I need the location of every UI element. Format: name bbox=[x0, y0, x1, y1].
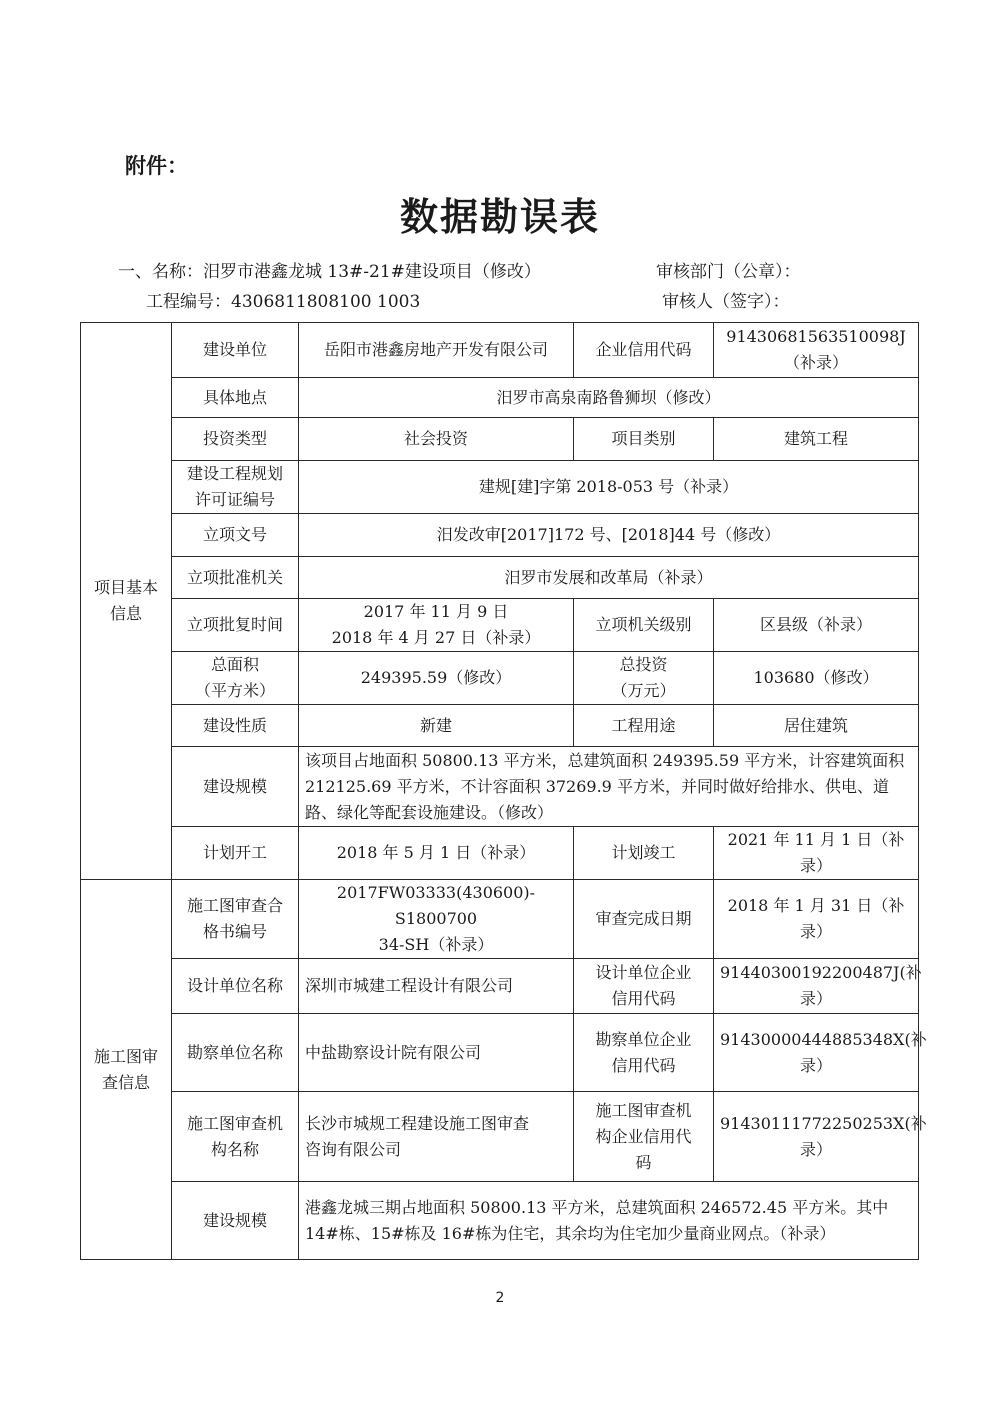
section-drawing-review: 施工图审 查信息 bbox=[81, 880, 172, 1260]
field-value: 91430111772250253X(补 录） bbox=[714, 1092, 919, 1182]
field-value: 2018 年 1 月 31 日（补录） bbox=[714, 880, 919, 959]
field-label: 投资类型 bbox=[172, 418, 299, 461]
table-row bbox=[81, 323, 919, 378]
field-label: 立项机关级别 bbox=[574, 599, 714, 652]
field-label: 建设性质 bbox=[172, 705, 299, 747]
field-value: 103680（修改） bbox=[714, 652, 919, 705]
field-value: 深圳市城建工程设计有限公司 bbox=[299, 959, 574, 1014]
field-value: 建筑工程 bbox=[714, 418, 919, 461]
errata-table bbox=[80, 322, 927, 1260]
table-row bbox=[81, 880, 919, 959]
field-label: 勘察单位企业 信用代码 bbox=[574, 1014, 714, 1092]
field-value: 2017FW03333(430600)-S1800700 34-SH（补录） bbox=[299, 880, 574, 959]
field-value: 社会投资 bbox=[299, 418, 574, 461]
field-value: 长沙市城规工程建设施工图审查 咨询有限公司 bbox=[299, 1092, 574, 1182]
review-department-label: 审核部门（公章）： bbox=[656, 262, 801, 282]
table-row bbox=[81, 959, 919, 1014]
field-value: 汨罗市发展和改革局（补录） bbox=[299, 557, 919, 599]
field-label: 设计单位企业 信用代码 bbox=[574, 959, 714, 1014]
field-label: 建设规模 bbox=[172, 1182, 299, 1260]
field-label: 勘察单位名称 bbox=[172, 1014, 299, 1092]
field-label: 总投资 （万元） bbox=[574, 652, 714, 705]
table-row bbox=[81, 827, 919, 880]
field-value: 建规[建]字第 2018-053 号（补录） bbox=[299, 461, 919, 514]
reviewer-label: 审核人（签字）： bbox=[662, 292, 790, 312]
field-label: 施工图审查机 构企业信用代 码 bbox=[574, 1092, 714, 1182]
field-label: 工程用途 bbox=[574, 705, 714, 747]
table-row bbox=[81, 705, 919, 747]
field-label: 立项文号 bbox=[172, 514, 299, 557]
table-row bbox=[81, 599, 919, 652]
field-value: 91430000444885348X(补 录） bbox=[714, 1014, 919, 1092]
field-label: 建设工程规划 许可证编号 bbox=[172, 461, 299, 514]
field-value: 该项目占地面积 50800.13 平方米，总建筑面积 249395.59 平方米，计容建筑面积 212125.69 平方米，不计容面积 37269.9 平方米，并同时做好给排水、供电、道路、绿化等配套设施建设。（修改） bbox=[299, 747, 919, 827]
attachment-label: 附件： bbox=[125, 154, 188, 178]
table-row bbox=[81, 1182, 919, 1260]
field-value: 港鑫龙城三期占地面积 50800.13 平方米，总建筑面积 246572.45 平方米。其中 14#栋、15#栋及 16#栋为住宅，其余均为住宅加少量商业网点。（补录） bbox=[299, 1182, 919, 1260]
table-row bbox=[81, 652, 919, 705]
field-label: 审查完成日期 bbox=[574, 880, 714, 959]
table-row bbox=[81, 514, 919, 557]
table-row bbox=[81, 747, 919, 827]
field-label: 施工图审查机 构名称 bbox=[172, 1092, 299, 1182]
field-label: 立项批复时间 bbox=[172, 599, 299, 652]
field-label: 企业信用代码 bbox=[574, 323, 714, 378]
table-row bbox=[81, 461, 919, 514]
field-value: 新建 bbox=[299, 705, 574, 747]
field-label: 施工图审查合 格书编号 bbox=[172, 880, 299, 959]
field-label: 总面积 （平方米） bbox=[172, 652, 299, 705]
field-value: 区县级（补录） bbox=[714, 599, 919, 652]
field-label: 设计单位名称 bbox=[172, 959, 299, 1014]
table-row bbox=[81, 1092, 919, 1182]
table-row bbox=[81, 1014, 919, 1092]
field-value: 91430681563510098J （补录） bbox=[714, 323, 919, 378]
document-title: 数据勘误表 bbox=[399, 195, 600, 239]
field-value: 249395.59（修改） bbox=[299, 652, 574, 705]
field-label: 立项批准机关 bbox=[172, 557, 299, 599]
field-value: 汨罗市高泉南路鲁狮坝（修改） bbox=[299, 378, 919, 418]
field-value: 2018 年 5 月 1 日（补录） bbox=[299, 827, 574, 880]
field-label: 计划竣工 bbox=[574, 827, 714, 880]
field-value: 中盐勘察设计院有限公司 bbox=[299, 1014, 574, 1092]
page-number: 2 bbox=[495, 1290, 505, 1306]
table-row bbox=[81, 378, 919, 418]
field-label: 建设规模 bbox=[172, 747, 299, 827]
table-row bbox=[81, 557, 919, 599]
field-value: 2017 年 11 月 9 日 2018 年 4 月 27 日（补录） bbox=[299, 599, 574, 652]
field-value: 岳阳市港鑫房地产开发有限公司 bbox=[299, 323, 574, 378]
section-basic-info: 项目基本 信息 bbox=[81, 323, 172, 880]
table-row bbox=[81, 418, 919, 461]
field-value: 汨发改审[2017]172 号、[2018]44 号（修改） bbox=[299, 514, 919, 557]
field-label: 建设单位 bbox=[172, 323, 299, 378]
field-label: 计划开工 bbox=[172, 827, 299, 880]
field-value: 91440300192200487J(补 录） bbox=[714, 959, 919, 1014]
project-name-line: 一、名称：汨罗市港鑫龙城 13#-21#建设项目（修改） bbox=[118, 262, 541, 282]
project-number-line: 工程编号：4306811808100 1003 bbox=[146, 292, 421, 312]
field-value: 居住建筑 bbox=[714, 705, 919, 747]
field-label: 项目类别 bbox=[574, 418, 714, 461]
field-value: 2021 年 11 月 1 日（补录） bbox=[714, 827, 919, 880]
field-label: 具体地点 bbox=[172, 378, 299, 418]
